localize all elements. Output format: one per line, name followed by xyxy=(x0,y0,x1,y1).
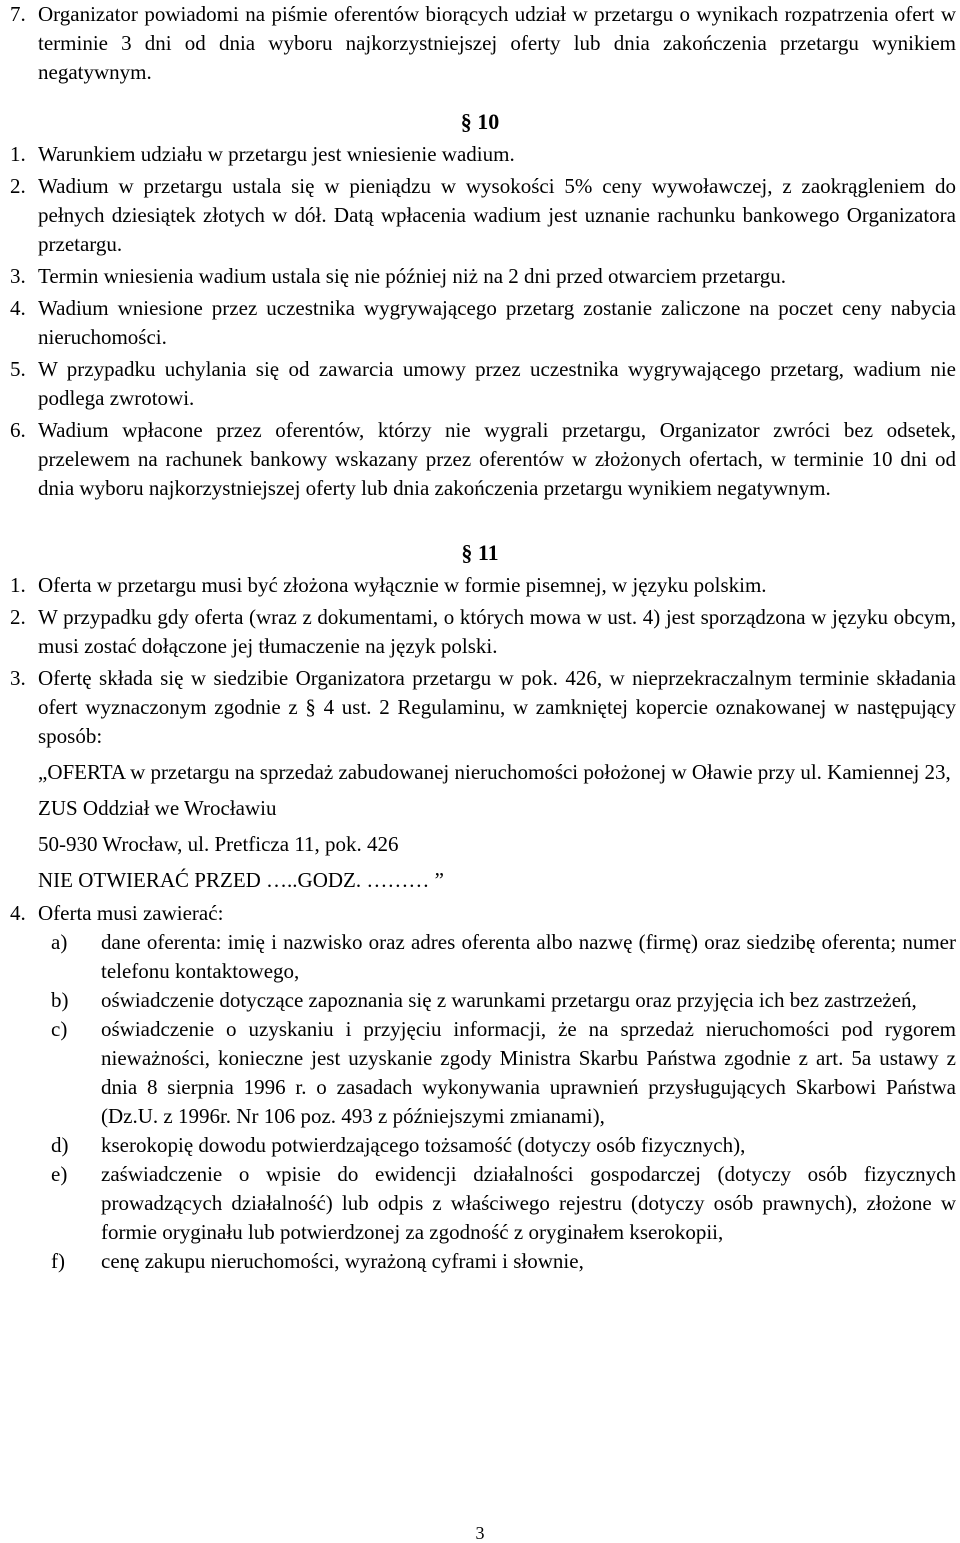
sub-item-a xyxy=(0,928,960,986)
item-number: 1. xyxy=(10,573,26,597)
section-11-item-4 xyxy=(0,899,960,928)
item-number: 3. xyxy=(10,264,26,288)
section-10-item-6 xyxy=(0,416,960,503)
sub-item-e xyxy=(0,1160,960,1247)
sub-item-letter: e) xyxy=(51,1162,68,1186)
sub-item-text: zaświadczenie o wpisie do ewidencji działalności gospodarczej (dotyczy osób fizycznych prowadzących działalność) lub odpis z właściwego rejestru (dotyczy osób prawnych), złożone w formie oryginału lub potwierdzonej za zgodność z oryginałem kserokopii, xyxy=(101,1162,956,1244)
item-text: W przypadku uchylania się od zawarcia umowy przez uczestnika wygrywającego przetarg, wadium nie podlega zwrotowi. xyxy=(38,357,956,410)
item-number: 7. xyxy=(10,2,26,26)
sub-item-text: kserokopię dowodu potwierdzającego tożsamość (dotyczy osób fizycznych), xyxy=(101,1133,746,1157)
item-text: Ofertę składa się w siedzibie Organizatora przetargu w pok. 426, w nieprzekraczalnym terminie składania ofert wyznaczonym zgodnie z § 4 ust. 2 Regulaminu, w zamkniętej kopercie oznakowanej w następujący sposób: xyxy=(38,666,956,748)
section-11-heading: § 11 xyxy=(461,540,499,565)
item-number: 4. xyxy=(10,296,26,320)
item-text: Termin wniesienia wadium ustala się nie później niż na 2 dni przed otwarciem przetargu. xyxy=(38,264,787,288)
item-text: Wadium w przetargu ustala się w pieniądzu w wysokości 5% ceny wywoławczej, z zaokrągleniem do pełnych dziesiątek złotych w dół. Datą wpłacenia wadium jest uznanie rachunku bankowego Organizatora przetargu. xyxy=(38,174,956,256)
section-10-item-5 xyxy=(0,355,960,413)
item-text: Wadium wniesione przez uczestnika wygrywającego przetarg zostanie zaliczone na poczet ceny nabycia nieruchomości. xyxy=(38,296,956,349)
item-number: 2. xyxy=(10,174,26,198)
item-number: 3. xyxy=(10,666,26,690)
sub-item-letter: c) xyxy=(51,1017,68,1041)
item-text: Oferta w przetargu musi być złożona wyłącznie w formie pisemnej, w języku polskim. xyxy=(38,573,767,597)
page-number: 3 xyxy=(475,1523,485,1543)
sub-item-text: oświadczenie dotyczące zapoznania się z warunkami przetargu oraz przyjęcia ich bez zastrzeżeń, xyxy=(101,988,917,1012)
sub-item-letter: b) xyxy=(51,988,69,1012)
sub-item-text: cenę zakupu nieruchomości, wyrażoną cyframi i słownie, xyxy=(101,1249,584,1273)
section-10-item-2 xyxy=(0,172,960,259)
section-11-item-1 xyxy=(0,571,960,600)
item-text: W przypadku gdy oferta (wraz z dokumentami, o których mowa w ust. 4) jest sporządzona w języku obcym, musi zostać dołączone jej tłumaczenie na język polski. xyxy=(38,605,956,658)
item-text: Wadium wpłacone przez oferentów, którzy nie wygrali przetargu, Organizator zwróci bez odsetek, przelewem na rachunek bankowy wskazany przez oferentów w złożonych ofertach, w terminie 10 dni od dnia wyboru najkorzystniejszej oferty lub dnia zakończenia przetargu wynikiem negatywnym. xyxy=(38,418,956,500)
item-text: Oferta musi zawierać: xyxy=(38,901,224,925)
section-10-item-1 xyxy=(0,140,960,169)
section-11-item-3 xyxy=(0,664,960,751)
sub-item-f xyxy=(0,1247,960,1276)
item-number: 1. xyxy=(10,142,26,166)
item-text: Organizator powiadomi na piśmie oferentów biorących udział w przetargu o wynikach rozpatrzenia ofert w terminie 3 dni od dnia wyboru najkorzystniejszej oferty lub dnia zakończenia przetargu wynikiem negatywnym. xyxy=(38,2,956,84)
item-number: 4. xyxy=(10,901,26,925)
section-10-heading: § 10 xyxy=(460,109,500,134)
envelope-line-2: ZUS Oddział we Wrocławiu xyxy=(38,796,277,820)
envelope-line-3: 50-930 Wrocław, ul. Pretficza 11, pok. 426 xyxy=(38,832,399,856)
section-11-item-2 xyxy=(0,603,960,661)
sub-item-letter: d) xyxy=(51,1133,69,1157)
sub-item-text: oświadczenie o uzyskaniu i przyjęciu informacji, że na sprzedaż nieruchomości pod rygorem nieważności, konieczne jest uzyskanie zgody Ministra Skarbu Państwa zgodnie z art. 5a ustawy z dnia 8 sierpnia 1996 r. o zasadach wykonywania uprawnień przysługujących Skarbowi Państwa (Dz.U. z 1996r. Nr 106 poz. 493 z późniejszymi zmianami), xyxy=(101,1017,956,1128)
sub-item-text: dane oferenta: imię i nazwisko oraz adres oferenta albo nazwę (firmę) oraz siedzibę oferenta; numer telefonu kontaktowego, xyxy=(101,930,956,983)
item-number: 2. xyxy=(10,605,26,629)
prev-section-item-7 xyxy=(0,0,960,87)
item-text: Warunkiem udziału w przetargu jest wniesienie wadium. xyxy=(38,142,515,166)
sub-item-b xyxy=(0,986,960,1015)
sub-item-c xyxy=(0,1015,960,1131)
sub-item-letter: a) xyxy=(51,930,68,954)
envelope-line-1: „OFERTA w przetargu na sprzedaż zabudowanej nieruchomości położonej w Oławie przy ul. Kamiennej 23, xyxy=(38,760,951,784)
section-10-item-3 xyxy=(0,262,960,291)
sub-item-d xyxy=(0,1131,960,1160)
item-number: 6. xyxy=(10,418,26,442)
section-10-item-4 xyxy=(0,294,960,352)
item-number: 5. xyxy=(10,357,26,381)
envelope-line-4: NIE OTWIERAĆ PRZED …..GODZ. ……… ” xyxy=(38,868,444,892)
sub-item-letter: f) xyxy=(51,1249,65,1273)
